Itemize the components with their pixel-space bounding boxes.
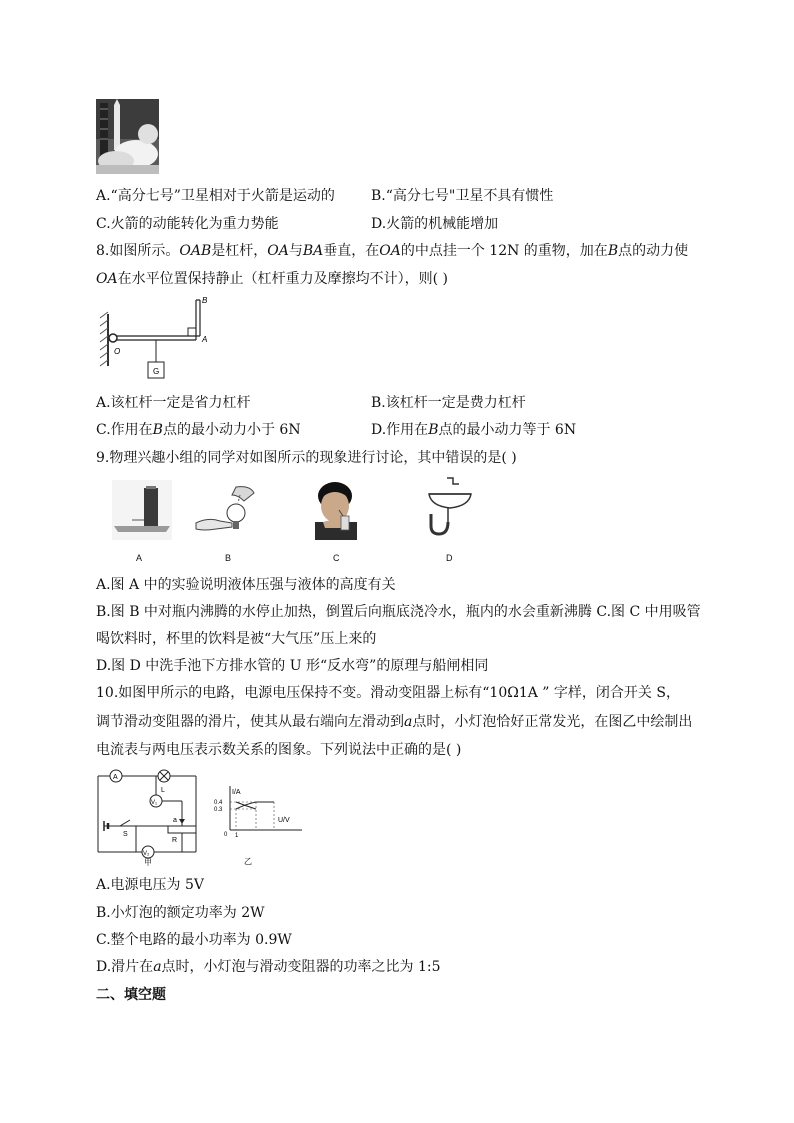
q10-stem-line3: 电流表与两电压表示数关系的图象。下列说法中正确的是( ) bbox=[96, 742, 462, 758]
iu-graph bbox=[214, 784, 304, 868]
q10-option-c: C.整个电路的最小功率为 0.9W bbox=[96, 932, 292, 948]
graph-caption: 乙 bbox=[244, 857, 252, 866]
q10-option-d: D.滑片在a点时，小灯泡与滑动变阻器的功率之比为 1:5 bbox=[96, 959, 441, 975]
figure-label-b: B bbox=[225, 553, 232, 563]
graph-ylabel: I/A bbox=[232, 789, 241, 796]
slider-label-a: a bbox=[173, 817, 177, 824]
figure-label-d: D bbox=[446, 553, 453, 563]
figure-a-liquid-pressure bbox=[112, 480, 172, 540]
lever-diagram bbox=[96, 294, 216, 384]
voltmeter2-label: V₂ bbox=[143, 851, 150, 857]
graph-tick-03: 0.3 bbox=[214, 807, 223, 813]
graph-tick-x1: 1 bbox=[235, 833, 239, 839]
section-title: 二、填空题 bbox=[96, 987, 166, 1003]
lever-label-o: O bbox=[114, 347, 121, 356]
figure-label-a: A bbox=[136, 553, 143, 563]
q9-stem: 9.物理兴趣小组的同学对如图所示的现象进行讨论，其中错误的是( ) bbox=[96, 450, 517, 466]
lamp-label: L bbox=[161, 787, 165, 794]
q9-option-d: D.图 D 中洗手池下方排水管的 U 形“反水弯”的原理与船闸相同 bbox=[96, 658, 489, 674]
circuit-diagram bbox=[96, 768, 206, 866]
voltmeter1-label: V₁ bbox=[151, 800, 158, 806]
rheostat-label: R bbox=[172, 837, 178, 844]
q7-option-a: A.“高分七号”卫星相对于火箭是运动的 bbox=[96, 188, 335, 204]
lever-label-g: G bbox=[153, 367, 160, 376]
lever-label-a: A bbox=[202, 335, 208, 344]
q10-stem-line1: 10.如图甲所示的电路，电源电压保持不变。滑动变阻器上标有“10Ω1A ” 字样，闭合开关 S， bbox=[96, 685, 680, 701]
graph-xlabel: U/V bbox=[278, 817, 290, 824]
figure-b-flask-boiling bbox=[192, 483, 262, 538]
q9-option-a: A.图 A 中的实验说明液体压强与液体的高度有关 bbox=[96, 577, 396, 593]
q9-option-b: B.图 B 中对瓶内沸腾的水停止加热，倒置后向瓶底浇冷水，瓶内的水会重新沸腾 C.图 C 中用吸管 bbox=[96, 604, 701, 620]
graph-origin: 0 bbox=[224, 832, 228, 838]
q8-option-b: B.该杠杆一定是费力杠杆 bbox=[371, 395, 526, 411]
ammeter-label: A bbox=[113, 774, 118, 781]
q7-option-b: B.“高分七号"卫星不具有惯性 bbox=[371, 188, 554, 204]
lever-label-b: B bbox=[202, 296, 208, 305]
q8-stem-line2: OA在水平位置保持静止（杠杆重力及摩擦均不计），则( ) bbox=[96, 271, 448, 287]
q10-stem-line2: 调节滑动变阻器的滑片，使其从最右端向左滑动到a点时，小灯泡恰好正常发光，在图乙中绘制出 bbox=[96, 714, 693, 730]
q8-option-a: A.该杠杆一定是省力杠杆 bbox=[96, 395, 251, 411]
graph-tick-04: 0.4 bbox=[214, 800, 223, 806]
q7-option-d: D.火箭的机械能增加 bbox=[371, 216, 499, 232]
q10-option-a: A.电源电压为 5V bbox=[96, 877, 205, 893]
figure-label-c: C bbox=[333, 553, 340, 563]
circuit-caption: 甲 bbox=[144, 858, 152, 866]
figure-c-straw-drinking bbox=[305, 478, 367, 540]
q10-option-b: B.小灯泡的额定功率为 2W bbox=[96, 905, 265, 921]
q8-option-c: C.作用在B点的最小动力小于 6N bbox=[96, 422, 301, 438]
q8-option-d: D.作用在B点的最小动力等于 6N bbox=[371, 422, 577, 438]
figure-d-sink-trap bbox=[425, 474, 475, 542]
q7-option-c: C.火箭的动能转化为重力势能 bbox=[96, 216, 279, 232]
q9-option-b-cont: 喝饮料时，杯里的饮料是被“大气压”压上来的 bbox=[96, 631, 377, 647]
q8-stem-line1: 8.如图所示。OAB是杠杆，OA与BA垂直，在OA的中点挂一个 12N 的重物，加在B点的动力使 bbox=[96, 243, 689, 259]
rocket-launch-image bbox=[96, 99, 159, 174]
switch-label: S bbox=[123, 831, 128, 838]
